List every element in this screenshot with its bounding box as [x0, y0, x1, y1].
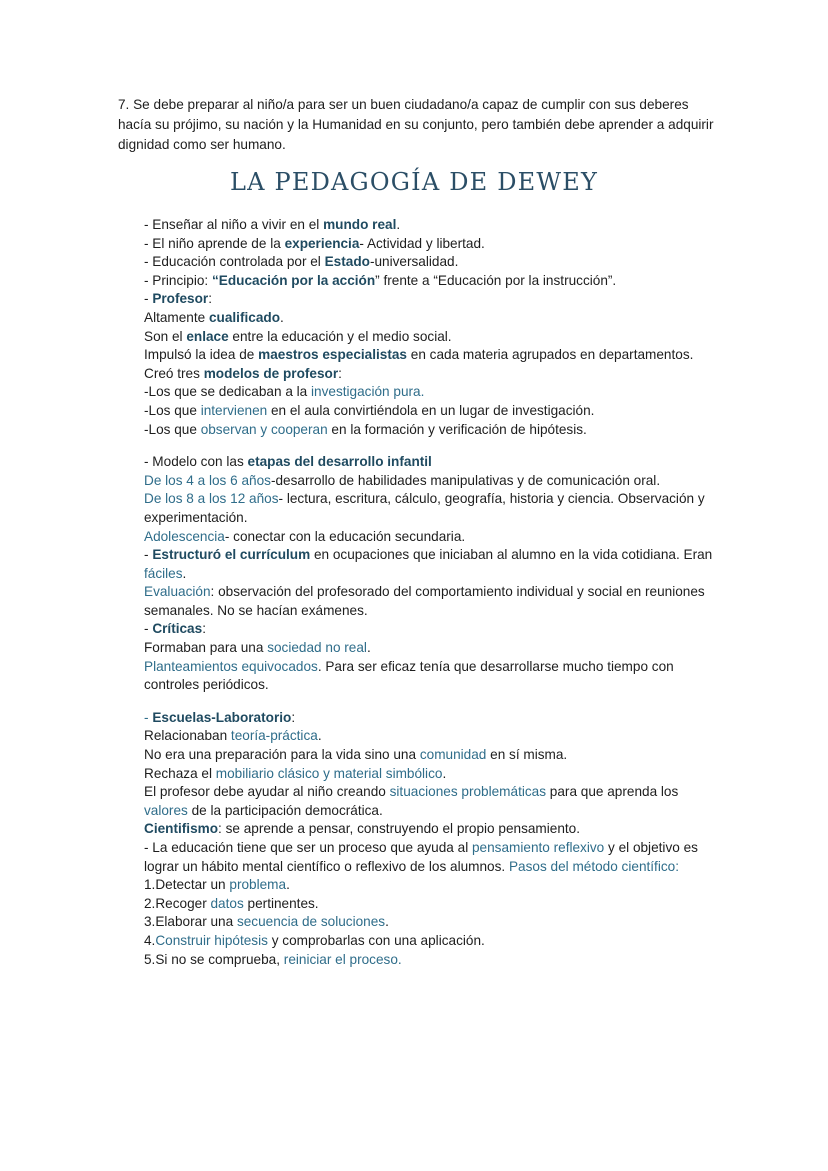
body-text: -Los que: [144, 421, 201, 437]
body-text: Altamente: [144, 309, 209, 325]
body-text: 3.Elaborar una: [144, 914, 237, 930]
body-text: - El niño aprende de la: [144, 235, 285, 251]
text-line: [144, 453, 724, 472]
keyword-text: Profesor: [152, 291, 209, 307]
body-text: - Actividad y libertad.: [359, 235, 485, 251]
text-line: [144, 932, 724, 951]
body-text: Son el: [144, 328, 187, 344]
text-line: [144, 216, 724, 235]
text-line: [144, 546, 724, 583]
page-title: LA PEDAGOGÍA DE DEWEY: [230, 168, 598, 196]
keyword-text: Cientifismo: [144, 821, 219, 837]
body-text: -: [144, 621, 153, 637]
text-line: [144, 309, 724, 328]
body-text: pertinentes.: [243, 895, 319, 911]
highlight-text: teoría-práctica: [230, 728, 318, 744]
highlight-text: De los 8 a los 12 años: [144, 491, 279, 507]
body-text: Rechaza el: [144, 765, 216, 781]
body-text: - conectar con la educación secundaria.: [224, 528, 466, 544]
body-text: .: [286, 877, 290, 893]
body-text: entre la educación y el medio social.: [228, 328, 452, 344]
body-text: :: [291, 709, 296, 725]
highlight-text: situaciones problemáticas: [389, 784, 547, 800]
body-text: en el aula convirtiéndola en un lugar de investigación.: [267, 402, 595, 418]
highlight-text: -: [144, 709, 153, 725]
text-line: [144, 620, 724, 639]
body-text: .: [385, 914, 389, 930]
text-line: [144, 421, 724, 440]
highlight-text: observan y cooperan: [200, 421, 328, 437]
body-text: - Educación controlada por el: [144, 254, 325, 270]
body-text: - Modelo con las: [144, 454, 248, 470]
body-text: 5.Si no se comprueba,: [144, 951, 284, 967]
highlight-text: problema: [229, 877, 287, 893]
body-text: Relacionaban: [144, 728, 231, 744]
keyword-text: experiencia: [284, 235, 360, 251]
body-text: Creó tres: [144, 365, 204, 381]
highlight-text: Pasos del método científico:: [508, 858, 679, 874]
body-text: 1.Detectar un: [144, 877, 230, 893]
highlight-text: secuencia de soluciones: [236, 914, 386, 930]
highlight-text: mobiliario clásico y material simbólico: [215, 765, 443, 781]
highlight-text: Evaluación: [144, 584, 211, 600]
body-text: :: [338, 365, 342, 381]
highlight-text: Planteamientos equivocados: [144, 658, 318, 674]
text-line: [144, 639, 724, 658]
body-text: .: [182, 565, 187, 581]
body-text: .: [317, 728, 322, 744]
text-line: [144, 658, 724, 695]
text-line: [144, 895, 724, 914]
body-text: -universalidad.: [369, 254, 459, 270]
text-line: [144, 583, 724, 620]
highlight-text: pensamiento reflexivo: [472, 840, 605, 855]
text-line: [144, 727, 724, 746]
keyword-text: mundo real: [323, 217, 397, 232]
text-line: [144, 402, 724, 421]
text-line: [144, 528, 724, 547]
section-gap: [144, 439, 724, 453]
keyword-text: enlace: [186, 328, 229, 344]
body-text: - La educación tiene que ser un proceso que ayuda al: [144, 840, 472, 855]
body-text: Impulsó la idea de: [144, 347, 259, 363]
text-line: [144, 709, 724, 728]
highlight-text: intervienen: [200, 402, 268, 418]
body-text: El profesor debe ayudar al niño creando: [144, 784, 390, 800]
highlight-text: datos: [210, 895, 244, 911]
body-text: -: [144, 547, 153, 563]
body-text: -desarrollo de habilidades manipulativas y de comunicación oral.: [270, 472, 661, 488]
text-line: [144, 839, 724, 876]
highlight-text: comunidad: [419, 747, 487, 763]
body-text: ” frente a “Educación por la instrucción”.: [375, 272, 617, 288]
highlight-text: De los 4 a los 6 años: [144, 472, 271, 488]
text-line: [144, 951, 724, 970]
highlight-text: Adolescencia: [144, 528, 225, 544]
keyword-text: modelos de profesor: [203, 365, 339, 381]
body-text: 2.Recoger: [144, 895, 211, 911]
text-line: [144, 346, 724, 365]
body-text: para que aprenda los: [546, 784, 679, 800]
highlight-text: fáciles: [144, 565, 183, 581]
text-line: [144, 383, 724, 402]
keyword-text: etapas del desarrollo infantil: [247, 454, 432, 470]
body-text: en sí misma.: [486, 747, 568, 763]
body-text: No era una preparación para la vida sino una: [144, 747, 420, 763]
text-line: [144, 272, 724, 291]
body-text: en cada materia agrupados en departamentos.: [406, 347, 694, 363]
body-text: .: [280, 309, 284, 325]
text-line: [144, 290, 724, 309]
highlight-text: reiniciar el proceso.: [283, 951, 402, 967]
text-line: [144, 876, 724, 895]
text-line: [144, 328, 724, 347]
body-text: Formaban para una: [144, 640, 268, 656]
body-text: y comprobarlas con una aplicación.: [267, 932, 485, 948]
body-text: :: [202, 621, 206, 637]
keyword-text: cualificado: [208, 309, 280, 325]
body-text: - Principio:: [144, 272, 212, 288]
body-text: .: [366, 640, 371, 656]
body-text: : observación del profesorado del comportamiento individual y social en reuniones semanales. No se hacían exámenes.: [144, 584, 705, 618]
body-text: : se aprende a pensar, construyendo el propio pensamiento.: [218, 821, 581, 837]
highlight-text: investigación pura.: [311, 384, 425, 400]
body-text: de la participación democrática.: [187, 802, 383, 818]
body-text: .: [396, 217, 401, 232]
text-line: [144, 746, 724, 765]
text-line: [144, 913, 724, 932]
text-line: [144, 783, 724, 820]
section-gap: [144, 695, 724, 709]
text-line: [144, 490, 724, 527]
intro-paragraph: 7. Se debe preparar al niño/a para ser un buen ciudadano/a capaz de cumplir con sus deberes hacía su prójimo, su nación y la Humanidad en su conjunto, pero también debe aprender a adquirir dignidad como ser humano.: [118, 97, 714, 152]
keyword-text: Estructuró el currículum: [152, 547, 311, 563]
highlight-text: valores: [144, 802, 188, 818]
text-line: [144, 253, 724, 272]
keyword-text: Críticas: [152, 621, 203, 637]
keyword-text: “Educación por la acción: [212, 272, 376, 288]
text-line: [144, 820, 724, 839]
body-text: - Enseñar al niño a vivir en el: [144, 217, 324, 232]
text-line: [144, 765, 724, 784]
body-text: -Los que se dedicaban a la: [144, 384, 312, 400]
body-text: en ocupaciones que iniciaban al alumno en la vida cotidiana. Eran: [310, 547, 713, 563]
body-text: .: [442, 765, 447, 781]
dewey-notes: [144, 216, 724, 969]
body-text: . Para ser eficaz tenía que desarrollarse mucho tiempo con controles periódicos.: [144, 658, 674, 693]
body-text: -: [144, 291, 153, 307]
keyword-text: Escuelas-Laboratorio: [152, 709, 292, 725]
body-text: - lectura, escritura, cálculo, geografía, historia y ciencia. Observación y experimentación.: [144, 491, 705, 525]
body-text: 4.: [144, 932, 156, 948]
text-line: [144, 235, 724, 254]
body-text: en la formación y verificación de hipótesis.: [327, 421, 587, 437]
body-text: -Los que: [144, 402, 201, 418]
highlight-text: sociedad no real: [267, 640, 367, 656]
body-text: y el objetivo es lograr un hábito mental científico o reflexivo de los alumnos.: [144, 840, 698, 874]
text-line: [144, 472, 724, 491]
highlight-text: Construir hipótesis: [155, 932, 268, 948]
keyword-text: Estado: [324, 254, 370, 270]
body-text: :: [208, 291, 212, 307]
keyword-text: maestros especialistas: [258, 347, 407, 363]
text-line: [144, 365, 724, 384]
